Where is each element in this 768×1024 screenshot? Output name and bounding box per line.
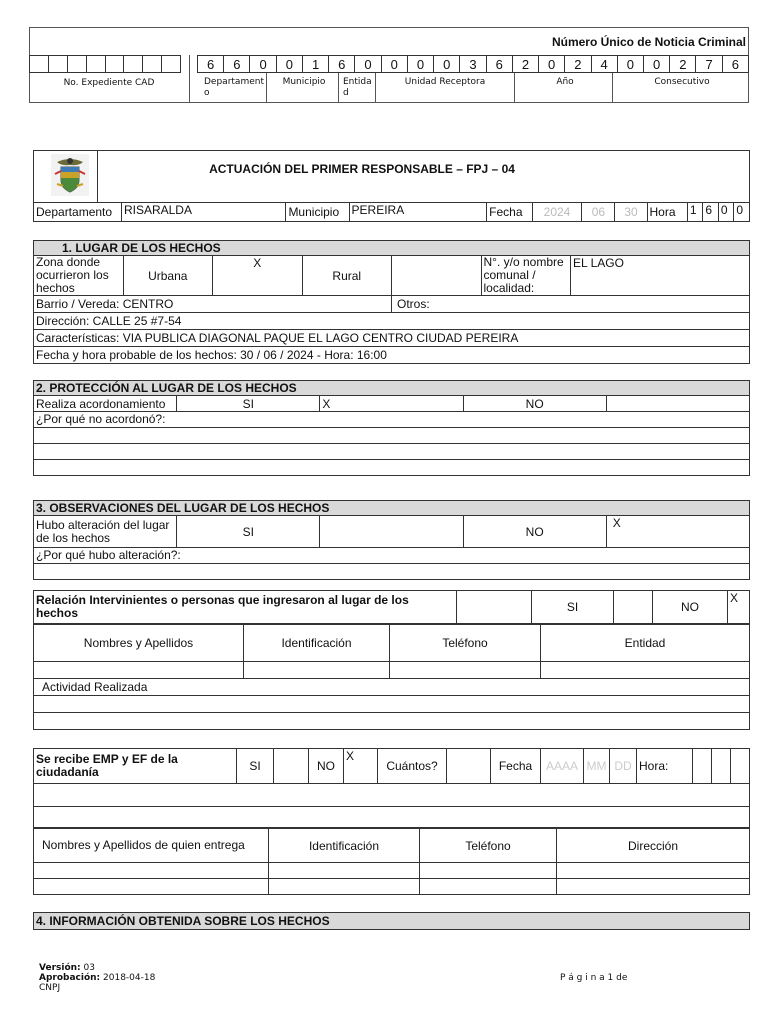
hora-digit[interactable]: 6 [703, 203, 719, 222]
comunal-label: N°. y/o nombre comunal / localidad: [481, 256, 571, 296]
version-label: Versión: [39, 963, 81, 973]
emp-dd[interactable]: DD [610, 749, 637, 784]
departamento-value[interactable]: RISARALDA [121, 203, 286, 222]
blank-line[interactable] [34, 807, 750, 828]
cad-cell[interactable] [162, 56, 181, 73]
table-cell[interactable] [34, 863, 269, 879]
porque-no-acordono[interactable]: ¿Por qué no acordonó?: [34, 412, 750, 428]
otros[interactable]: Otros: [392, 296, 750, 313]
departamento-label: Departamento [34, 203, 122, 222]
table-cell[interactable] [420, 863, 557, 879]
table-cell[interactable] [541, 662, 750, 679]
municipio-label: Municipio [286, 203, 349, 222]
label-municipio: Municipio [282, 77, 326, 87]
cad-cell[interactable] [67, 56, 86, 73]
section-1-table [33, 240, 750, 364]
table-cell[interactable] [420, 879, 557, 895]
noticia-criminal-title: Número Único de Noticia Criminal [551, 35, 746, 49]
si-mark[interactable]: X [320, 396, 463, 412]
no-mark[interactable]: X [606, 516, 749, 548]
col-telefono: Teléfono [420, 829, 557, 863]
hora-digit[interactable]: 0 [718, 203, 734, 222]
emp-table [33, 748, 750, 828]
col-nombres: Nombres y Apellidos [34, 625, 244, 662]
divider [514, 73, 515, 103]
rel-si-label: SI [532, 591, 614, 624]
rural-mark[interactable] [392, 256, 482, 296]
urbana-label: Urbana [123, 256, 213, 296]
blank-line[interactable] [34, 784, 750, 807]
footer-meta [39, 963, 239, 993]
divider [612, 73, 613, 103]
nunc-digit[interactable]: 0 [434, 56, 460, 73]
section-2-table [33, 380, 750, 476]
table-cell[interactable] [557, 863, 750, 879]
hora-digit[interactable]: 0 [734, 203, 750, 222]
urbana-mark[interactable]: X [213, 256, 303, 296]
nunc-digit[interactable]: 7 [696, 56, 722, 73]
table-cell[interactable] [269, 879, 420, 895]
nunc-digit[interactable]: 2 [565, 56, 591, 73]
col-identificacion: Identificación [244, 625, 390, 662]
aprobacion-label: Aprobación: [39, 973, 101, 983]
fecha-anio[interactable]: 2024 [532, 203, 582, 222]
hora-digit[interactable]: 1 [687, 203, 703, 222]
si-label: SI [177, 516, 320, 548]
blank-line[interactable] [34, 460, 750, 476]
rural-label: Rural [302, 256, 392, 296]
section-4-table [33, 912, 750, 930]
page-number: P á g i n a 1 de [560, 973, 628, 983]
emp-fecha-label: Fecha [491, 749, 541, 784]
no-label: NO [463, 396, 606, 412]
relacion-blank[interactable] [457, 591, 532, 624]
colombia-coat-of-arms-icon [49, 154, 91, 196]
cad-cells [29, 55, 181, 73]
table-cell[interactable] [269, 863, 420, 879]
intervinientes-table [33, 624, 750, 730]
version-value: 03 [83, 963, 95, 973]
nunc-digit[interactable]: 0 [617, 56, 643, 73]
nunc-digit[interactable]: 0 [539, 56, 565, 73]
emp-hora-cell[interactable] [712, 749, 731, 784]
cad-cell[interactable] [86, 56, 105, 73]
nunc-digit[interactable]: 2 [512, 56, 538, 73]
label-anio: Año [556, 77, 574, 87]
barrio[interactable]: Barrio / Vereda: CENTRO [34, 296, 392, 313]
cnpj: CNPJ [39, 983, 61, 993]
nunc-digit[interactable]: 3 [460, 56, 486, 73]
emp-no-label: NO [309, 749, 344, 784]
nunc-digit[interactable]: 0 [355, 56, 381, 73]
rel-si-mark[interactable] [614, 591, 653, 624]
table-cell[interactable] [557, 879, 750, 895]
col-nombres-entrega: Nombres y Apellidos de quien entrega [34, 829, 269, 863]
header-location-row [33, 202, 750, 222]
emp-si-mark[interactable] [274, 749, 309, 784]
nunc-digit[interactable]: 4 [591, 56, 617, 73]
comunal-value[interactable]: EL LAGO [571, 256, 750, 296]
si-mark[interactable] [320, 516, 463, 548]
porque-alteracion[interactable]: ¿Por qué hubo alteración?: [34, 548, 750, 564]
aprobacion-value: 2018-04-18 [103, 973, 156, 983]
section-3-title: 3. OBSERVACIONES DEL LUGAR DE LOS HECHOS [34, 501, 750, 516]
nunc-digit[interactable]: 1 [302, 56, 328, 73]
cad-cell[interactable] [124, 56, 143, 73]
caracteristicas[interactable]: Características: VIA PUBLICA DIAGONAL PAQUE EL LAGO CENTRO CIUDAD PEREIRA [34, 330, 750, 347]
nunc-digit[interactable]: 6 [198, 56, 224, 73]
cad-cell[interactable] [105, 56, 124, 73]
acordonamiento-label: Realiza acordonamiento [34, 396, 177, 412]
blank-line[interactable] [34, 564, 750, 580]
emp-si-label: SI [237, 749, 274, 784]
relacion-table [33, 590, 750, 624]
label-entidad: Entidad [343, 77, 372, 98]
cuantos-label: Cuántos? [378, 749, 447, 784]
emp-hora-label: Hora: [637, 749, 693, 784]
blank-line[interactable] [34, 444, 750, 460]
nunc-digit[interactable]: 6 [224, 56, 250, 73]
label-unidad: Unidad Receptora [404, 77, 486, 87]
expediente-label: No. Expediente CAD [63, 78, 155, 88]
hora-label: Hora [647, 203, 687, 222]
divider [338, 73, 339, 103]
fecha-mes[interactable]: 06 [582, 203, 615, 222]
col-entidad: Entidad [541, 625, 750, 662]
cad-cell[interactable] [143, 56, 162, 73]
actividad-realizada[interactable]: Actividad Realizada [34, 679, 750, 696]
section-4-title: 4. INFORMACIÓN OBTENIDA SOBRE LOS HECHOS [34, 913, 750, 930]
nunc-digit[interactable]: 6 [486, 56, 512, 73]
col-direccion: Dirección [557, 829, 750, 863]
municipio-value[interactable]: PEREIRA [349, 203, 487, 222]
fecha-label: Fecha [487, 203, 533, 222]
nunc-digit[interactable]: 0 [250, 56, 276, 73]
blank-line[interactable] [34, 713, 750, 730]
section-3-table [33, 500, 750, 580]
zona-label: Zona donde ocurrieron los hechos [34, 256, 124, 296]
si-label: SI [177, 396, 320, 412]
form-title: ACTUACIÓN DEL PRIMER RESPONSABLE – FPJ – 04 [209, 162, 515, 176]
rel-no-mark[interactable]: X [728, 591, 750, 624]
direccion[interactable]: Dirección: CALLE 25 #7-54 [34, 313, 750, 330]
label-consecutivo: Consecutivo [654, 77, 710, 87]
label-departamento: Departamento [204, 77, 264, 98]
fecha-dia[interactable]: 30 [615, 203, 647, 222]
nunc-digit[interactable]: 0 [381, 56, 407, 73]
col-telefono: Teléfono [390, 625, 541, 662]
table-cell[interactable] [244, 662, 390, 679]
table-cell[interactable] [390, 662, 541, 679]
relacion-label: Relación Intervinientes o personas que ingresaron al lugar de los hechos [34, 591, 457, 624]
section-2-title: 2. PROTECCIÓN AL LUGAR DE LOS HECHOS [34, 381, 750, 396]
nunc-digit[interactable]: 6 [722, 56, 748, 73]
divider [266, 73, 267, 103]
nunc-digit[interactable]: 0 [643, 56, 669, 73]
emp-no-mark[interactable]: X [344, 749, 378, 784]
table-cell[interactable] [34, 879, 269, 895]
cuantos-value[interactable] [447, 749, 491, 784]
rel-no-label: NO [653, 591, 728, 624]
no-mark[interactable] [606, 396, 749, 412]
no-label: NO [463, 516, 606, 548]
nunc-digits [197, 55, 749, 73]
emp-label: Se recibe EMP y EF de la ciudadanía [34, 749, 237, 784]
emp-hora-cell[interactable] [731, 749, 750, 784]
fecha-hora-hechos[interactable]: Fecha y hora probable de los hechos: 30 / 06 / 2024 - Hora: 16:00 [34, 347, 750, 364]
divider [375, 73, 376, 103]
nunc-digit[interactable]: 2 [670, 56, 696, 73]
alteracion-label: Hubo alteración del lugar de los hechos [34, 516, 177, 548]
cad-cell[interactable] [48, 56, 67, 73]
blank-line[interactable] [34, 428, 750, 444]
blank-line[interactable] [34, 696, 750, 713]
emp-aaaa[interactable]: AAAA [541, 749, 584, 784]
nunc-digit[interactable]: 0 [276, 56, 302, 73]
emp-hora-cell[interactable] [693, 749, 712, 784]
emp-mm[interactable]: MM [584, 749, 610, 784]
section-1-title: 1. LUGAR DE LOS HECHOS [34, 241, 750, 256]
entrega-table [33, 828, 750, 895]
table-cell[interactable] [34, 662, 244, 679]
nunc-digit[interactable]: 6 [329, 56, 355, 73]
col-identificacion: Identificación [269, 829, 420, 863]
nunc-digit[interactable]: 0 [407, 56, 433, 73]
cad-cell[interactable] [30, 56, 49, 73]
